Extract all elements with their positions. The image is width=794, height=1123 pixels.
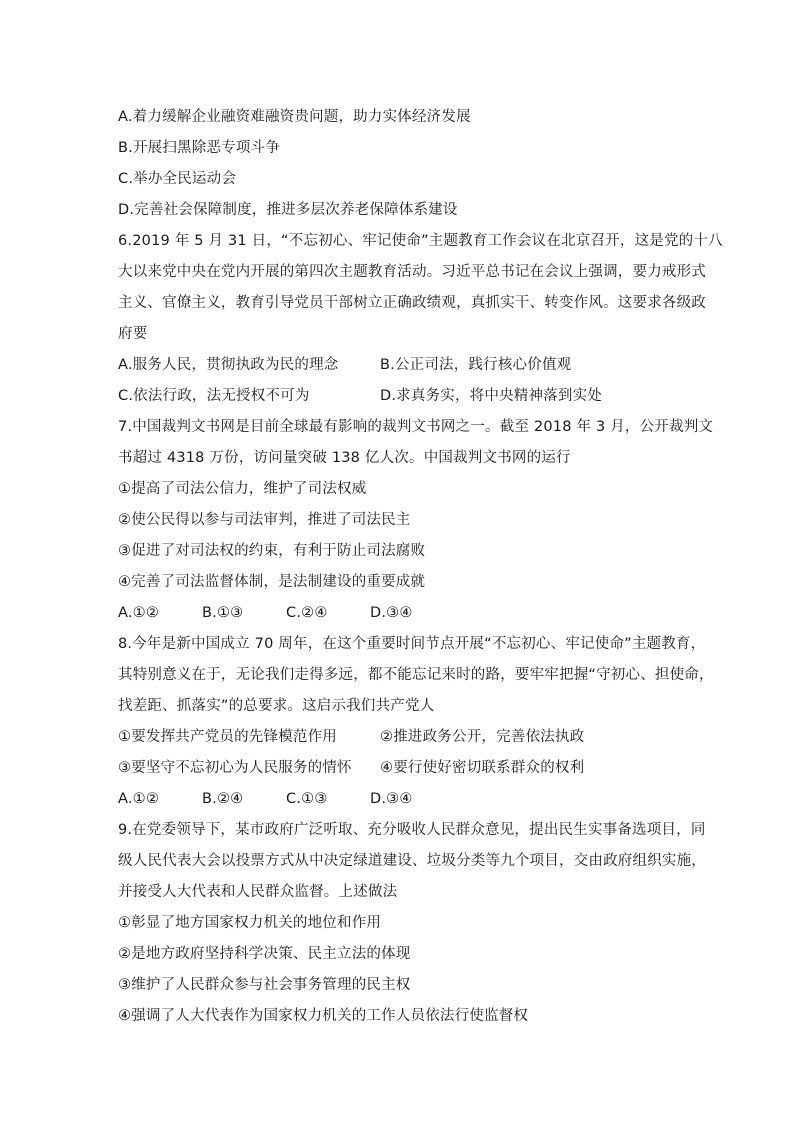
q7-item-4: ④完善了司法监督体制，是法制建设的重要成就	[118, 574, 426, 590]
q6-stem-line-3: 主义、官僚主义，教育引导党员干部树立正确政绩观，真抓实干、转变作风。这要求各级政	[118, 295, 706, 311]
q8-stem-line-1: 8.今年是新中国成立 70 周年，在这个重要时间节点开展“不忘初心、牢记使命”主题教育，	[118, 636, 706, 652]
q7-item-1: ①提高了司法公信力，维护了司法权威	[118, 481, 367, 497]
q8-items-row-1	[118, 722, 688, 753]
q8-choice-d: D.③④	[370, 791, 413, 807]
q8-item-1: ①要发挥共产党员的先锋模范作用	[118, 729, 337, 745]
q8-items-row-2	[118, 753, 688, 784]
q7-stem-line-2: 书超过 4318 万份，访问量突破 138 亿人次。中国裁判文书网的运行	[118, 450, 571, 466]
q9-stem-line-1: 9.在党委领导下，某市政府广泛听取、充分吸收人民群众意见，提出民生实事备选项目，同	[118, 822, 706, 838]
q9-item-2: ②是地方政府坚持科学决策、民主立法的体现	[118, 946, 411, 962]
q7-choice-a: A.①②	[118, 605, 160, 621]
q7-choices	[118, 598, 688, 629]
q5-option-d: D.完善社会保障制度，推进多层次养老保障体系建设	[118, 202, 458, 218]
q9-item-1: ①彰显了地方国家权力机关的地位和作用	[118, 915, 382, 931]
q6-stem-line-4: 府要	[118, 326, 148, 342]
q6-options-row-2	[118, 381, 688, 412]
q8-item-4: ④要行使好密切联系群众的权利	[380, 760, 585, 776]
q7-stem-line-1: 7.中国裁判文书网是目前全球最有影响的裁判文书网之一。截至 2018 年 3 月，公开裁判文	[118, 419, 714, 435]
q7-item-3: ③促进了对司法权的约束，有利于防止司法腐败	[118, 543, 426, 559]
q9-stem-line-3: 并接受人大代表和人民群众监督。上述做法	[118, 884, 398, 900]
q5-option-a: A.着力缓解企业融资难融资贵问题，助力实体经济发展	[118, 109, 471, 125]
q8-choice-c: C.①③	[286, 791, 328, 807]
q8-choices	[118, 784, 688, 815]
q6-options-row-1	[118, 350, 688, 381]
exam-page	[118, 102, 723, 1032]
q7-item-2: ②使公民得以参与司法审判，推进了司法民主	[118, 512, 411, 528]
q6-option-b: B.公正司法，践行核心价值观	[380, 357, 572, 373]
q6-stem-line-2: 大以来党中央在党内开展的第四次主题教育活动。习近平总书记在会议上强调，要力戒形式	[118, 264, 706, 280]
q7-choice-b: B.①③	[202, 605, 244, 621]
q8-stem-line-3: 找差距、抓落实”的总要求。这启示我们共产党人	[118, 698, 435, 714]
q8-stem-line-2: 其特别意义在于，无论我们走得多远，都不能忘记来时的路，要牢牢把握“守初心、担使命，	[118, 667, 714, 683]
q6-option-d: D.求真务实，将中央精神落到实处	[380, 388, 602, 404]
q7-choice-c: C.②④	[286, 605, 328, 621]
q9-stem-line-2: 级人民代表大会以投票方式从中决定绿道建设、垃圾分类等九个项目，交由政府组织实施，	[118, 853, 706, 869]
q9-item-4: ④强调了人大代表作为国家权力机关的工作人员依法行使监督权	[118, 1008, 529, 1024]
q8-choice-b: B.②④	[202, 791, 244, 807]
q8-item-2: ②推进政务公开，完善依法执政	[380, 729, 585, 745]
q6-option-c: C.依法行政，法无授权不可为	[118, 388, 310, 404]
q9-item-3: ③维护了人民群众参与社会事务管理的民主权	[118, 977, 411, 993]
q5-option-c: C.举办全民运动会	[118, 171, 237, 187]
q5-option-b: B.开展扫黑除恶专项斗争	[118, 140, 280, 156]
q6-stem-line-1: 6.2019 年 5 月 31 日，“不忘初心、牢记使命”主题教育工作会议在北京召开，这是党的十八	[118, 233, 723, 249]
q6-option-a: A.服务人民，贯彻执政为民的理念	[118, 357, 339, 373]
q8-choice-a: A.①②	[118, 791, 160, 807]
q8-item-3: ③要坚守不忘初心为人民服务的情怀	[118, 760, 352, 776]
q7-choice-d: D.③④	[370, 605, 413, 621]
